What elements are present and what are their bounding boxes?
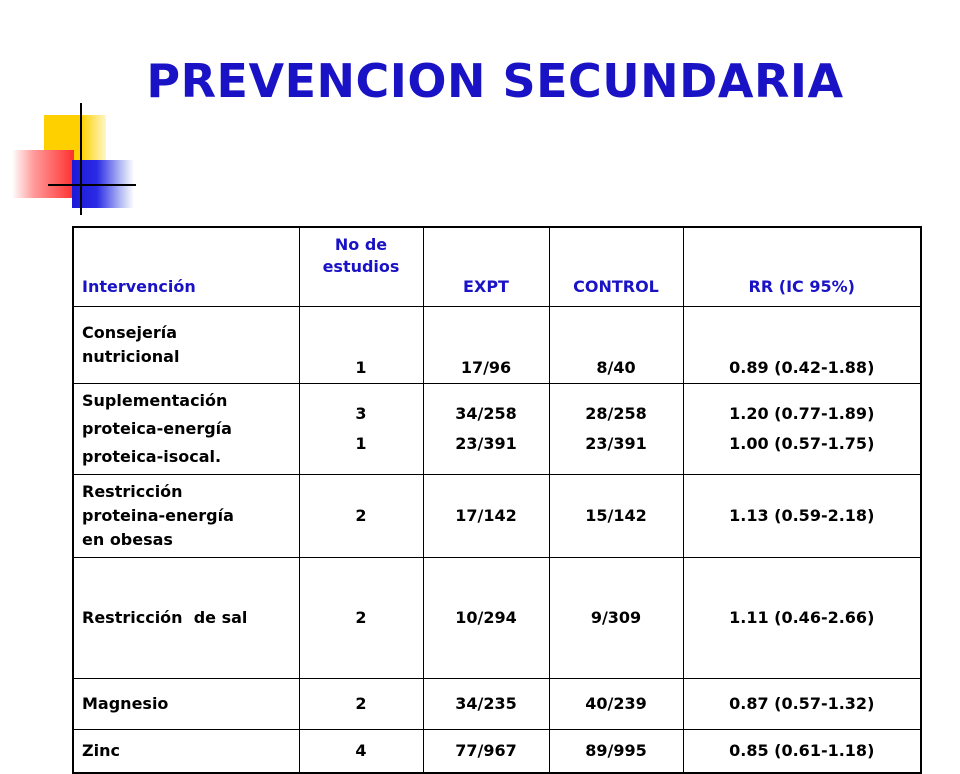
cell-control: 9/309 [549, 558, 683, 679]
cell-rr: 1.13 (0.59-2.18) [683, 475, 921, 558]
cell-studies: 2 [299, 475, 423, 558]
cell-control: 15/142 [549, 475, 683, 558]
cell-value: 1 [355, 434, 367, 453]
cell-value: 28/258 [585, 404, 647, 423]
header-no-line2: estudios [322, 257, 400, 276]
cell-control [549, 384, 683, 475]
row-label [73, 679, 299, 730]
table-row [73, 475, 921, 558]
row-label [73, 307, 299, 384]
slide-title: PREVENCION SECUNDARIA [146, 54, 844, 108]
header-no-line1: No de [334, 235, 388, 254]
row-label-line: proteica-isocal. [82, 447, 222, 466]
cell-control: 40/239 [549, 679, 683, 730]
red-square-decoration [12, 150, 74, 198]
vertical-line-decoration [80, 103, 82, 215]
row-label-line: proteica-energía [82, 419, 232, 438]
cell-studies: 4 [299, 730, 423, 774]
row-label [73, 384, 299, 475]
header-rr: RR (IC 95%) [683, 227, 921, 307]
cell-value: 23/391 [585, 434, 647, 453]
cell-studies: 1 [299, 307, 423, 384]
table-header-row [73, 227, 921, 307]
header-expt: EXPT [423, 227, 549, 307]
table-row [73, 730, 921, 774]
cell-rr: 1.11 (0.46-2.66) [683, 558, 921, 679]
cell-rr: 0.89 (0.42-1.88) [683, 307, 921, 384]
cell-value: 1.20 (0.77-1.89) [729, 404, 875, 423]
cell-expt: 77/967 [423, 730, 549, 774]
cell-expt: 10/294 [423, 558, 549, 679]
cell-studies: 2 [299, 679, 423, 730]
row-label-line: Suplementación [82, 391, 228, 410]
cell-expt: 34/235 [423, 679, 549, 730]
row-label-line: en obesas [82, 530, 173, 549]
cell-value: 23/391 [455, 434, 517, 453]
header-intervencion: Intervención [73, 227, 299, 307]
table-row [73, 384, 921, 475]
cell-studies [299, 384, 423, 475]
cell-value: 3 [355, 404, 367, 423]
header-control: CONTROL [549, 227, 683, 307]
table-row [73, 679, 921, 730]
row-label-line: Restricción de sal [82, 608, 248, 627]
row-label-line: nutricional [82, 347, 180, 366]
cell-rr: 0.87 (0.57-1.32) [683, 679, 921, 730]
row-label-line: proteina-energía [82, 506, 234, 525]
table-row [73, 558, 921, 679]
row-label [73, 558, 299, 679]
row-label-line: Consejería [82, 323, 178, 342]
header-no-estudios [299, 227, 423, 307]
row-label-line: Restricción [82, 482, 183, 501]
decorative-ornament [0, 0, 140, 230]
cell-control: 8/40 [549, 307, 683, 384]
cell-control: 89/995 [549, 730, 683, 774]
horizontal-line-decoration [48, 184, 136, 186]
cell-studies: 2 [299, 558, 423, 679]
cell-expt: 17/142 [423, 475, 549, 558]
cell-expt [423, 384, 549, 475]
table-row [73, 307, 921, 384]
cell-rr: 0.85 (0.61-1.18) [683, 730, 921, 774]
row-label [73, 475, 299, 558]
row-label-line: Zinc [82, 741, 120, 760]
cell-rr [683, 384, 921, 475]
cell-value: 34/258 [455, 404, 517, 423]
row-label-line: Magnesio [82, 694, 169, 713]
cell-value: 1.00 (0.57-1.75) [729, 434, 875, 453]
cell-expt: 17/96 [423, 307, 549, 384]
results-table [72, 226, 922, 774]
row-label [73, 730, 299, 774]
